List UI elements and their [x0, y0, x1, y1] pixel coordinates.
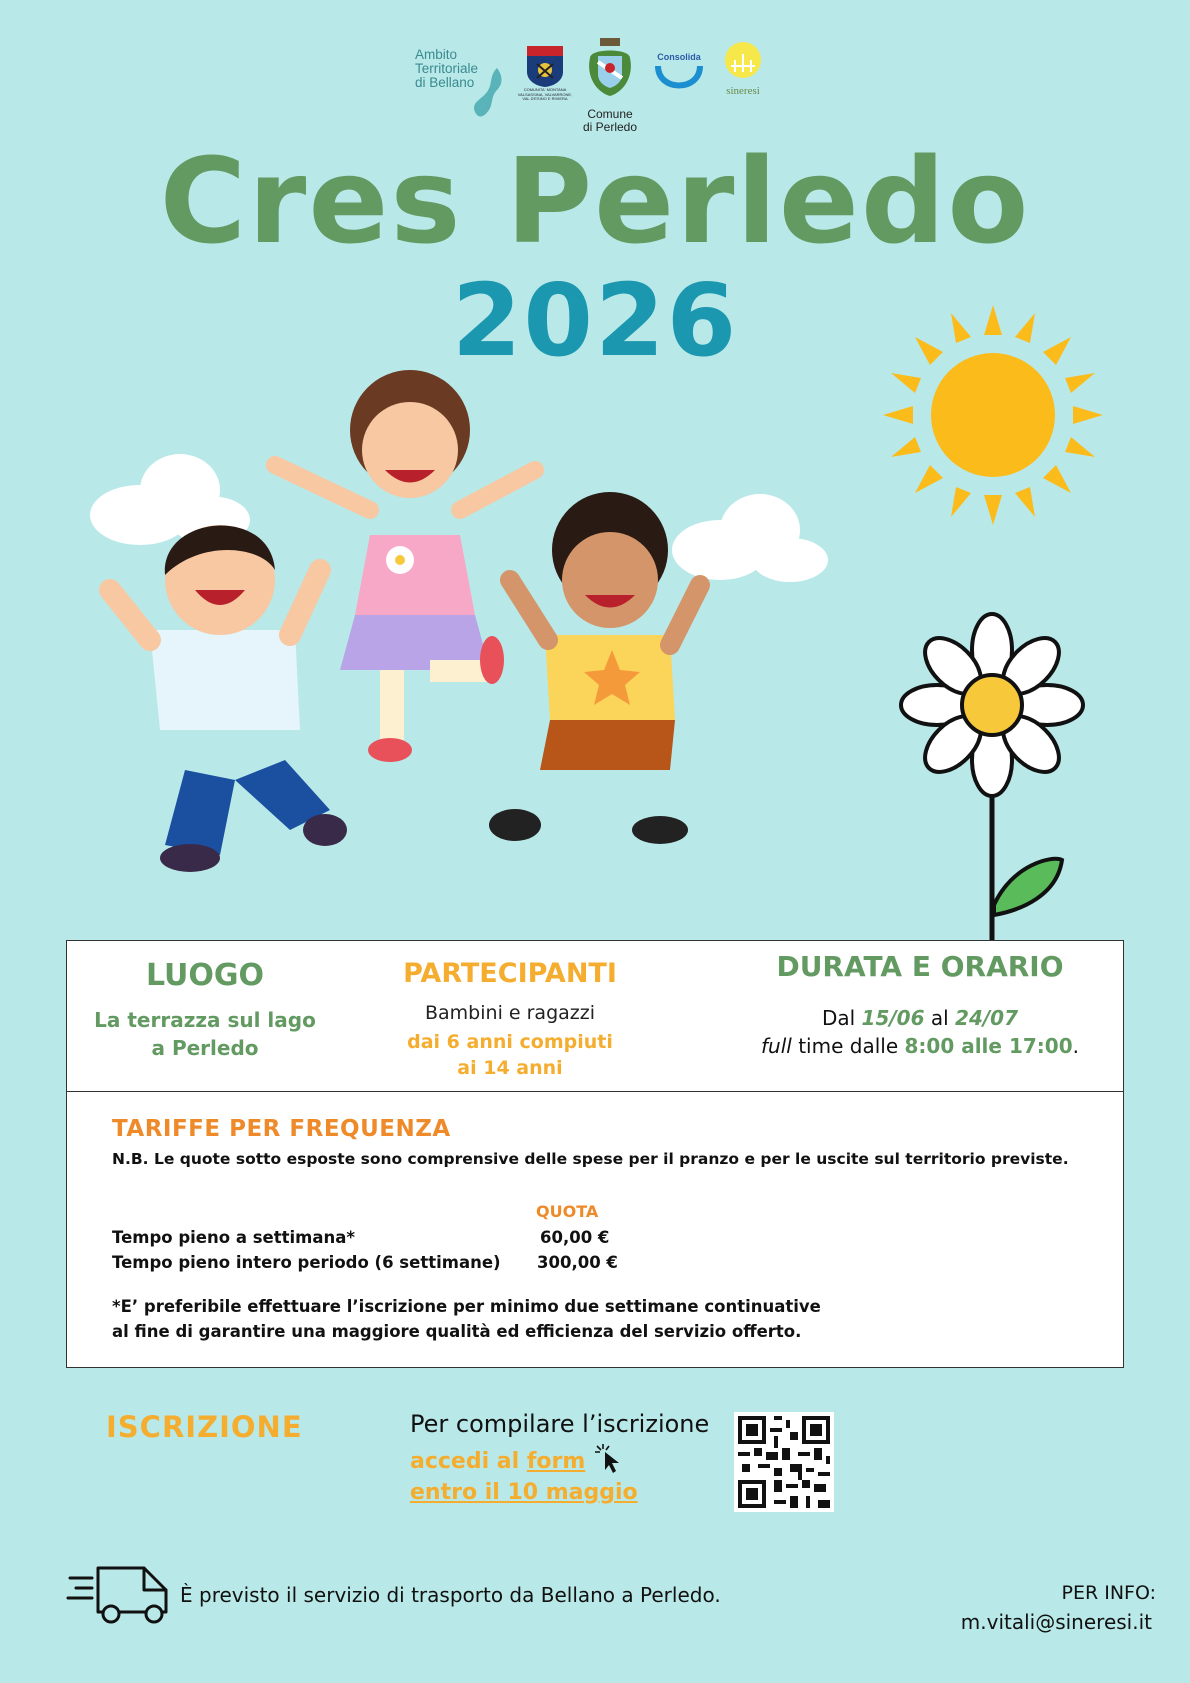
rate-row-label: Tempo pieno intero periodo (6 settimane) [112, 1253, 501, 1272]
deadline-link[interactable]: entro il 10 maggio [410, 1480, 638, 1505]
logo-ambito-line: Territoriale [415, 61, 479, 76]
daisy-flower-icon [901, 614, 1083, 940]
luogo-line: a Perledo [151, 1036, 259, 1060]
quota-column-header: QUOTA [536, 1202, 599, 1221]
kids-illustration [80, 290, 1140, 940]
info-label: PER INFO: [1061, 1582, 1156, 1604]
cloud-right-icon [672, 494, 828, 582]
logo-comunita-caption [517, 88, 573, 102]
durata-hours-value: 8:00 alle 17:00 [904, 1034, 1073, 1058]
durata-dot: . [1072, 1034, 1079, 1058]
comunita-montana-shield-icon [523, 44, 567, 88]
iscrizione-heading: ISCRIZIONE [106, 1410, 303, 1444]
logo-ambito-territoriale [415, 48, 478, 90]
iscrizione-link-block [410, 1442, 638, 1508]
luogo-heading: LUOGO [145, 958, 265, 993]
contact-email[interactable]: m.vitali@sineresi.it [960, 1610, 1152, 1634]
logo-comunita-montana [517, 44, 573, 104]
sun-icon [883, 305, 1103, 525]
consolida-arc-icon [654, 62, 704, 90]
page-year: 2026 [451, 262, 739, 379]
partecipanti-age-line: ai 14 anni [457, 1057, 563, 1079]
logo-comune-perledo [575, 36, 645, 134]
rates-footnote-line: *E’ preferibile effettuare l’iscrizione per minimo due settimane continuative [112, 1297, 821, 1316]
logo-sineresi-text: sineresi [726, 85, 760, 97]
sineresi-sun-icon [721, 40, 765, 80]
durata-dal: Dal [821, 1006, 862, 1030]
transport-note: È previsto il servizio di trasporto da Bellano a Perledo. [180, 1583, 721, 1607]
rates-footnote-line: al fine di garantire una maggiore qualità ed efficienza del servizio offerto. [112, 1322, 802, 1341]
iscrizione-accedi: accedi al [410, 1449, 527, 1474]
luogo-line: La terrazza sul lago [94, 1008, 316, 1032]
page-title: Cres Perledo [159, 132, 1031, 270]
rates-heading: TARIFFE PER FREQUENZA [112, 1116, 451, 1142]
partecipanti-line: Bambini e ragazzi [425, 1002, 595, 1024]
partecipanti-age-line: dai 6 anni compiuti [407, 1031, 613, 1053]
van-transport-icon [66, 1558, 176, 1628]
logo-consolida [651, 52, 707, 95]
caption-line: Comune [587, 107, 633, 121]
rate-row-label: Tempo pieno a settimana* [112, 1228, 355, 1247]
durata-start-date: 15/06 [861, 1006, 925, 1030]
lake-map-icon [467, 66, 507, 122]
durata-hours [700, 1032, 1140, 1060]
logo-ambito-line: di Bellano [415, 75, 475, 90]
caption-line: COMUNITA' MONTANA [523, 87, 567, 92]
partecipanti-heading: PARTECIPANTI [403, 958, 617, 989]
boy-right-icon [489, 492, 700, 844]
iscrizione-form-line [410, 1442, 638, 1477]
caption-line: di Perledo [582, 120, 638, 134]
durata-al: al [924, 1006, 956, 1030]
rate-row-value: 300,00 € [537, 1253, 618, 1272]
durata-heading: DURATA E ORARIO [776, 950, 1064, 983]
form-link[interactable]: form [526, 1449, 586, 1474]
cursor-click-icon [593, 1442, 625, 1474]
caption-line: VAL D'ESINO E RIVIERA [522, 96, 568, 101]
partecipanti-age [380, 1029, 640, 1081]
qr-code[interactable] [734, 1412, 834, 1512]
coat-of-arms-icon [584, 36, 636, 100]
boy-left-icon [110, 525, 347, 872]
rate-row-value: 60,00 € [540, 1228, 610, 1247]
durata-end-date: 24/07 [955, 1006, 1019, 1030]
durata-time-text: time dalle [791, 1034, 905, 1058]
logo-sineresi [718, 40, 768, 97]
logo-comune-caption [575, 108, 645, 134]
durata-dates [700, 1004, 1140, 1032]
durata-full: full [761, 1034, 792, 1058]
durata-text [700, 1004, 1140, 1060]
logo-consolida-text: Consolida [657, 52, 701, 62]
luogo-text [88, 1006, 322, 1062]
rates-nb-note: N.B. Le quote sotto esposte sono comprensive delle spese per il pranzo e per le uscite sul territorio previste. [112, 1150, 1069, 1168]
iscrizione-text: Per compilare l’iscrizione [410, 1410, 710, 1438]
caption-line: VALSASSINA, VALVARRONE, [517, 91, 573, 97]
partner-logos [0, 0, 1190, 140]
rates-footnote [112, 1294, 1012, 1344]
logo-ambito-line: Ambito [415, 47, 458, 62]
